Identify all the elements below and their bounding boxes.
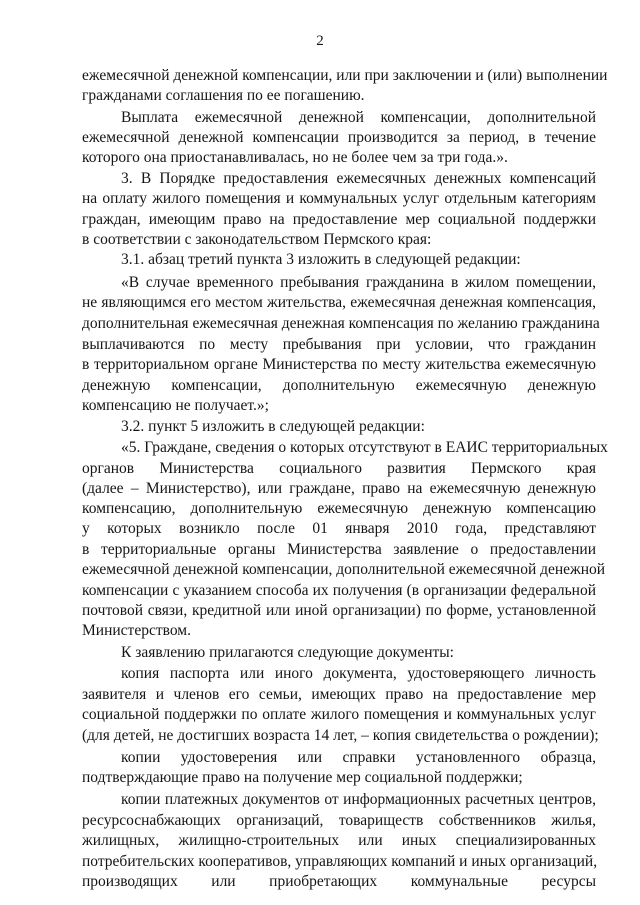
text-line: 3. В Порядке предоставления ежемесячных денежных компенсаций — [121, 170, 596, 187]
text-line: компенсацию не получает.»; — [82, 397, 269, 414]
text-line: копии платежных документов от информационных расчетных центров, — [121, 791, 596, 808]
text-line: органов Министерства социального развития Пермского края — [82, 460, 596, 477]
text-line: производящих или приобретающих коммунальные ресурсы — [82, 873, 596, 890]
text-line: ежемесячной денежной компенсации, дополнительной ежемесячной денежной — [82, 561, 606, 578]
text-line: подтверждающие право на получение мер социальной поддержки; — [82, 769, 523, 786]
text-line: копии удостоверения или справки установленного образца, — [121, 749, 596, 766]
text-line: ежемесячной денежной компенсации производится за период, в течение — [82, 129, 596, 146]
text-line: в соответствии с законодательством Пермского края: — [82, 231, 432, 248]
text-line: не являющимся его местом жительства, ежемесячная денежная компенсация, — [82, 294, 596, 311]
text-line: почтовой связи, кредитной или иной организации) по форме, установленной — [82, 602, 596, 619]
text-line: ежемесячной денежной компенсации, или при заключении и (или) выполнении — [82, 67, 608, 84]
text-line: (для детей, не достигших возраста 14 лет, – копия свидетельства о рождении); — [82, 727, 599, 744]
text-line: жилищных, жилищно-строительных или иных специализированных — [82, 832, 596, 849]
text-line: Выплата ежемесячной денежной компенсации, дополнительной — [121, 109, 596, 126]
text-line: компенсации с указанием способа их получения (в организации федеральной — [82, 582, 596, 599]
text-line: граждан, имеющим право на предоставление мер социальной поддержки — [82, 211, 596, 228]
text-line: которого она приостанавливалась, но не более чем за три года.». — [82, 149, 508, 166]
text-line: компенсацию, дополнительную ежемесячную денежную компенсацию — [82, 500, 596, 517]
text-line: 3.1. абзац третий пункта 3 изложить в следующей редакции: — [121, 251, 521, 268]
text-line: заявителя и членов его семьи, имеющих право на предоставление мер — [82, 686, 596, 703]
text-line: социальной поддержки по оплате жилого помещения и коммунальных услуг — [82, 706, 596, 723]
text-line: денежную компенсации, дополнительную ежемесячную денежную — [82, 377, 596, 394]
text-line: на оплату жилого помещения и коммунальных услуг отдельным категориям — [82, 190, 596, 207]
text-line: «В случае временного пребывания гражданина в жилом помещении, — [121, 274, 596, 291]
text-line: дополнительная ежемесячная денежная компенсация по желанию гражданина — [82, 315, 600, 332]
text-line: «5. Граждане, сведения о которых отсутствуют в ЕАИС территориальных — [121, 439, 608, 456]
text-line: в территориальные органы Министерства заявление о предоставлении — [82, 541, 596, 558]
text-line: (далее – Министерство), или граждане, право на ежемесячную денежную — [82, 480, 596, 497]
text-line: ресурсоснабжающих организаций, товариществ собственников жилья, — [82, 812, 596, 829]
text-line: копия паспорта или иного документа, удостоверяющего личность — [121, 665, 596, 682]
text-line: гражданами соглашения по ее погашению. — [82, 87, 365, 104]
page-number: 2 — [316, 33, 324, 49]
text-line: в территориальном органе Министерства по месту жительства ежемесячную — [82, 356, 596, 373]
text-line: Министерством. — [82, 622, 191, 639]
text-line: потребительских кооперативов, управляющих компаний и иных организаций, — [82, 853, 598, 870]
text-line: у которых возникло после 01 января 2010 года, представляют — [82, 520, 596, 537]
text-line: К заявлению прилагаются следующие документы: — [121, 644, 454, 661]
text-line: 3.2. пункт 5 изложить в следующей редакции: — [121, 418, 425, 435]
text-line: выплачиваются по месту пребывания при условии, что гражданин — [82, 336, 596, 353]
